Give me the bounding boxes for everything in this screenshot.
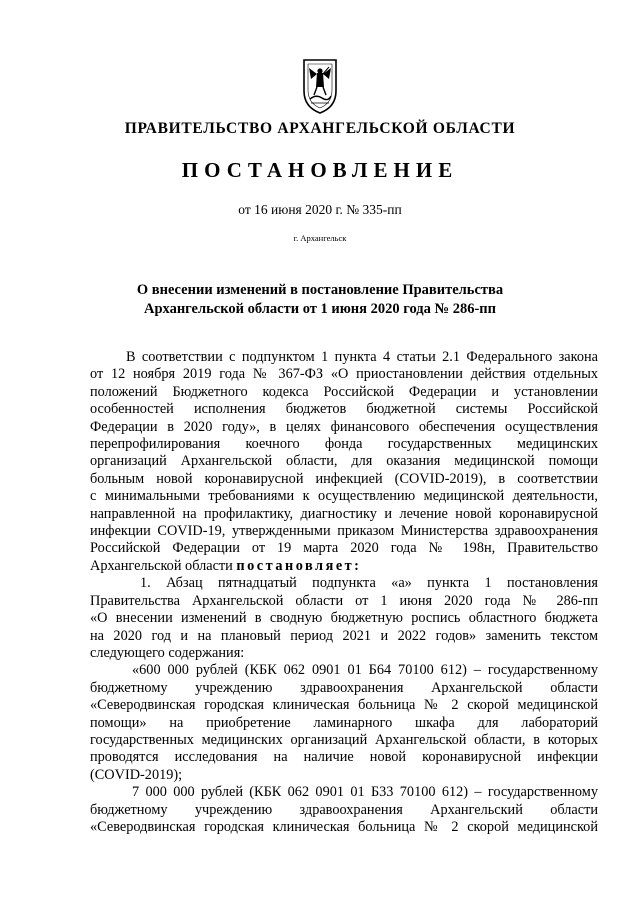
replacement-paragraph-1 [90, 662, 598, 784]
text-line: В соответствии с подпунктом 1 пункта 4 статьи 2.1 Федерального закона [126, 349, 598, 365]
text-line: Федерации в 2020 году», в целях финансового обеспечения осуществления [90, 418, 598, 435]
document-date-number: от 16 июня 2020 г. № 335-пп [238, 202, 402, 217]
text-line: на 2020 год и на плановый период 2021 и 2022 годов» заменить текстом [90, 627, 598, 644]
item-1-paragraph [90, 575, 598, 662]
text-line: «О внесении изменений в сводную бюджетную роспись областного бюджета [90, 610, 598, 627]
preamble-paragraph [90, 349, 598, 575]
text-line: проводятся исследования на наличие новой коронавирусной инфекции [90, 749, 598, 766]
text-line: инфекции COVID-19, утвержденными приказом Министерства здравоохранения [90, 523, 598, 540]
text-line: 7 000 000 рублей (КБК 062 0901 01 Б33 70100 612) – государственному [132, 784, 598, 801]
text-line: следующего содержания: [90, 644, 245, 661]
text-line: направленной на профилактику, диагностику и лечение новой коронавирусной [90, 505, 598, 522]
title-line: Архангельской области от 1 июня 2020 года № 286-пп [143, 301, 497, 317]
text-line: особенностей исполнения бюджетов бюджетной системы Российской [90, 401, 598, 418]
text-fragment: Архангельской области [90, 557, 233, 574]
document-city: г. Архангельск [293, 233, 347, 243]
text-line: помощи» на приобретение ламинарного шкафа для лабораторий [90, 714, 598, 731]
text-line [90, 558, 598, 575]
organization-name: ПРАВИТЕЛЬСТВО АРХАНГЕЛЬСКОЙ ОБЛАСТИ [124, 120, 516, 137]
replacement-paragraph-2 [90, 784, 598, 836]
coat-of-arms-icon [300, 57, 340, 115]
text-line: Правительства Архангельской области от 1 июня 2020 года № 286-пп [90, 592, 598, 609]
document-body [90, 349, 598, 836]
text-line: от 12 ноября 2019 года № 367-ФЗ «О приостановлении действия отдельных [90, 366, 598, 383]
title-line: О внесении изменений в постановление Правительства [136, 282, 504, 298]
text-line: бюджетному учреждению здравоохранения Архангельский области [90, 801, 598, 818]
text-line: положений Бюджетного кодекса Российской Федерации и установлении [90, 383, 598, 400]
text-line: перепрофилирования коечного фонда государственных медицинских [90, 436, 598, 453]
text-line: (COVID-2019); [90, 766, 183, 783]
text-line: с минимальными требованиями к осуществлению медицинской деятельности, [90, 488, 598, 505]
text-line: 1. Абзац пятнадцатый подпункта «а» пункта 1 постановления [140, 575, 598, 592]
text-line: организаций Архангельской области, для оказания медицинской помощи [90, 453, 598, 470]
text-line: «Северодвинская городская клиническая больница № 2 скорой медицинской [90, 818, 598, 835]
text-line: больным новой коронавирусной инфекцией (COVID-2019), в соответствии [90, 470, 598, 487]
text-line: государственных медицинских организаций Архангельской области, в которых [90, 731, 598, 748]
text-line: бюджетному учреждению здравоохранения Архангельской области [90, 679, 598, 696]
text-line: «600 000 рублей (КБК 062 0901 01 Б64 70100 612) – государственному [132, 662, 598, 679]
decree-word: постановляет: [236, 557, 362, 574]
text-line: «Северодвинская городская клиническая больница № 2 скорой медицинской [90, 697, 598, 714]
text-line: Российской Федерации от 19 марта 2020 года № 198н, Правительство [90, 540, 598, 557]
document-title [0, 281, 640, 319]
document-type: ПОСТАНОВЛЕНИЕ [181, 158, 459, 182]
